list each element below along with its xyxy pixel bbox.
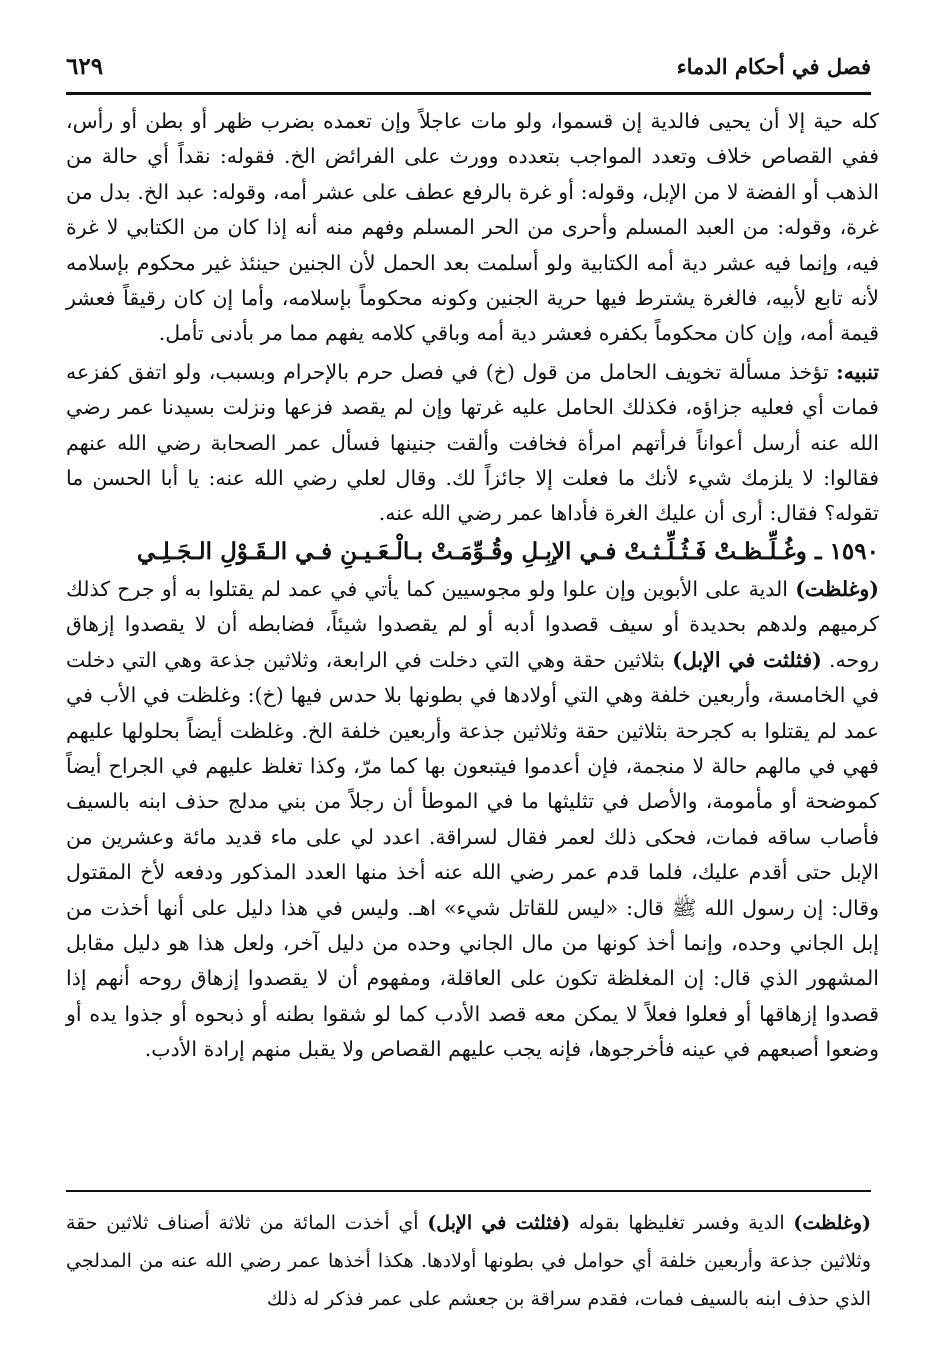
running-head: فصل في أحكام الدماء	[676, 53, 871, 79]
footnote-term: (فثلثت في الإبل)	[427, 1212, 571, 1234]
page-number: ٦٢٩	[66, 52, 104, 80]
footnote-text: أي أخذت المائة من ثلاثة أصناف ثلاثين حقة وثلاثين جذعة وأربعين خلفة أي حوامل في بطونها أولادها. هكذا أخذها عمر رضي الله عنه من المدلجي الذي حذف ابنه بالسيف فمات، فقدم سراقة بن جعشم على عمر فذكر له ذلك	[66, 1212, 871, 1310]
paragraph-text: بثلاثين حقة وهي التي دخلت في الرابعة، وثلاثين جذعة وهي التي دخلت في الخامسة، وأربعين خلفة وهي التي أولادها في بطونها بلا حدس فيها (خ): وغلظت في الأب في عمد لم يقتلوا به كجرحة بثلاثين حقة وثلاثين جذعة وأربعين خلفة الخ. وغلظت أيضاً بحلولها عليهم فهي في مالهم حالة لا منجمة، فإن أعدموا فيتبعون بها كما مرّ، وكذا تغلظ عليهم في الجراح أيضاً كموضحة أو مأمومة، والأصل في تثليثها ما في الموطأ أن رجلاً من بني مدلج حذف ابنه بالسيف فأصاب ساقه فمات، فحكى ذلك لعمر فقال لسراقة. اعدد لي على ماء قديد مائة وعشرين من الإبل حتى أقدم عليك، فلما قدم عمر رضي الله عنه أخذ منها العدد المذكور ودفعه لأخ المقتول وقال: إن رسول الله ﷺ قال: «ليس للقاتل شيء» اهـ. وليس في هذا دليل على أنها أخذت من إبل الجاني وحده، وإنما أخذ كونها من مال الجاني وحده من دليل آخر، ولعل هذا هو دليل مقابل المشهور الذي قال: إن المغلظة تكون على العاقلة، ومفهوم أن لا يقصدوا إزهاق روحه أنهم إذا قصدوا إزهاقها أو فعلوا فعلاً لا يمكن معه قصد الأدب كما لو شقوا بطنه أو ذبحوه أو جذوا يده أو وضعوا أصبعهم في عينه فأخرجوها، فإنه يجب عليهم القصاص ولا يقبل منهم إرادة الأدب.	[66, 647, 879, 1062]
header-rule	[66, 92, 871, 95]
main-text	[66, 104, 879, 1068]
footnote	[66, 1204, 871, 1318]
footnote-text: الدية وفسر تغليظها بقوله	[578, 1212, 785, 1234]
verse-line: ١٥٩٠ ـ وغُـلِّـظـتْ فَـثُـلِّـثـتْ فـي الإبِـلِ وقُـوِّمَـتْ بـالْـعَـيـنِ فـي الـقَـوْلِ الـجَـلِـي	[136, 537, 879, 565]
term-label: (فثلثت في الإبل)	[672, 647, 822, 672]
paragraph-text: كله حية إلا أن يحيى فالدية إن قسموا، ولو مات عاجلاً وإن تعمده بضرب ظهر أو بطن أو رأس، ففي القصاص خلاف وتعدد المواجب بتعدده وورث على الفرائض الخ. فقوله: نقداً أي حالة من الذهب أو الفضة لا من الإبل، وقوله: أو غرة بالرفع عطف على عشر أمه، وقوله: عبد الخ. بدل من غرة، وقوله: من العبد المسلم وأحرى من الحر المسلم وفهم منه أنه إذا كان من الكتابي لا غرة فيه، وإنما فيه عشر دية أمه الكتابية ولو أسلمت بعد الحمل لأن الجنين حينئذ غير محكوم بإسلامه لأنه تابع لأبيه، فالغرة يشترط فيها حرية الجنين وكونه محكوماً بإسلامه، وأما إن كان رقيقاً فعشر قيمة أمه، وإن كان محكوماً بكفره فعشر دية أمه وباقي كلامه يفهم مما مر بأدنى تأمل.	[66, 109, 879, 346]
paragraph-text: الدية على الأبوين وإن علوا ولو مجوسيين كما يأتي في عمد لم يقتلوا به أو جرح كذلك كرميهم ولدهم بحديدة أو سيف قصدوا أدبه أو لم يقصدوا شيئاً، فضابطه أن لا يقصدوا إزهاق روحه.	[66, 576, 880, 672]
paragraph-text: تؤخذ مسألة تخويف الحامل من قول (خ) في فصل حرم بالإحرام وبسبب، ولو اتفق كفزعه فمات أي فعليه جزاؤه، فكذلك الحامل عليه غرتها وإن لم يقصد فزعها ونزلت بسيدنا عمر رضي الله عنه أرسل أعواناً فرأتهم امرأة فخافت وألقت جنينها فسأل عمر الصحابة رضي الله عنهم فقالوا: لا يلزمك شيء لأنك ما فعلت إلا جائزاً لك. وقال لعلي رضي الله عنه: يا أبا الحسن ما تقوله؟ فقال: أرى أن عليك الغرة فأداها عمر رضي الله عنه.	[66, 359, 879, 526]
paragraph-commentary	[66, 104, 879, 352]
footnote-term: (وغلظت)	[793, 1212, 871, 1234]
term-label: (وغلظت)	[795, 576, 879, 601]
footnote-rule	[66, 1190, 871, 1192]
page-header	[66, 40, 871, 92]
paragraph-note	[66, 355, 879, 532]
paragraph-explanation	[66, 572, 879, 1068]
note-label: تنبيه:	[836, 359, 879, 384]
